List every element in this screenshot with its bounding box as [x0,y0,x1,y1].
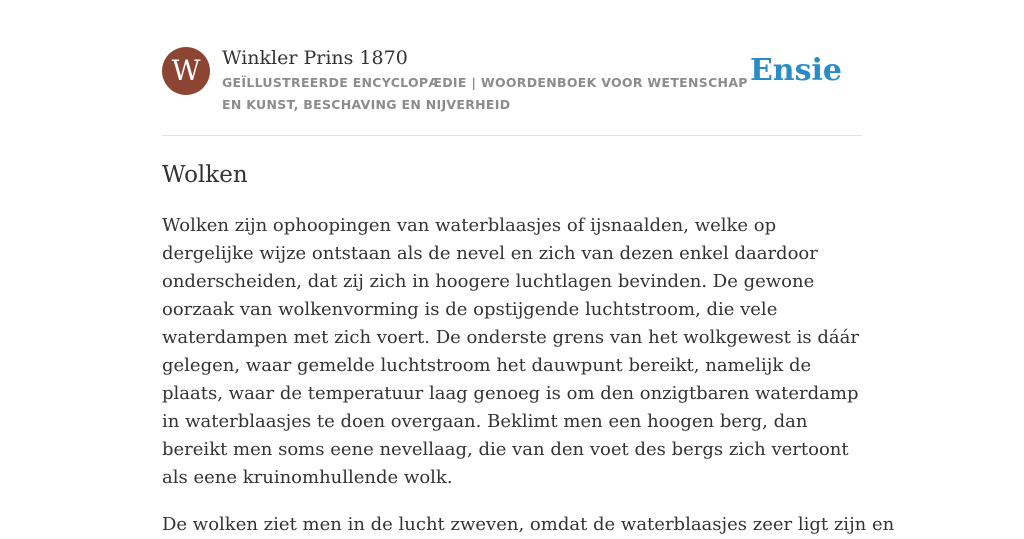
article-paragraph: De wolken ziet men in de lucht zweven, omdat de waterblaasjes zeer ligt zijn en [162,514,895,535]
article-paragraph: Wolken zijn ophoopingen van waterblaasjes of ijsnaalden, welke op dergelijke wijze ontstaan als de nevel en zich van dezen enkel daardoor onderscheiden, dat zij zich in hoogere luchtlagen bevinden. De gewone oorzaak van wolkenvorming is de opstijgende luchtstroom, die vele waterdampen met zich voert. De onderste grens van het wolkgewest is dáár gelegen, waar gemelde luchtstroom het dauwpunt bereikt, namelijk de plaats, waar de temperatuur laag genoeg is om den onzigtbaren waterdamp in waterblaasjes te doen overgaan. Beklimt men een hoogen berg, dan bereikt men soms eene nevellaag, die van den voet des bergs zich vertoont als eene kruinomhullende wolk. [162,215,859,488]
source-title[interactable]: Winkler Prins 1870 [222,47,408,69]
article-title: Wolken [162,162,248,188]
source-avatar[interactable]: W [162,47,210,95]
source-header [162,45,862,136]
ensie-logo-link[interactable]: Ensie [749,53,842,88]
source-subtitle: GEÏLLUSTREERDE ENCYCLOPÆDIE | WOORDENBOEK VOOR WETENSCHAP EN KUNST, BESCHAVING EN NIJVERHEID [222,75,748,112]
article [162,158,895,539]
